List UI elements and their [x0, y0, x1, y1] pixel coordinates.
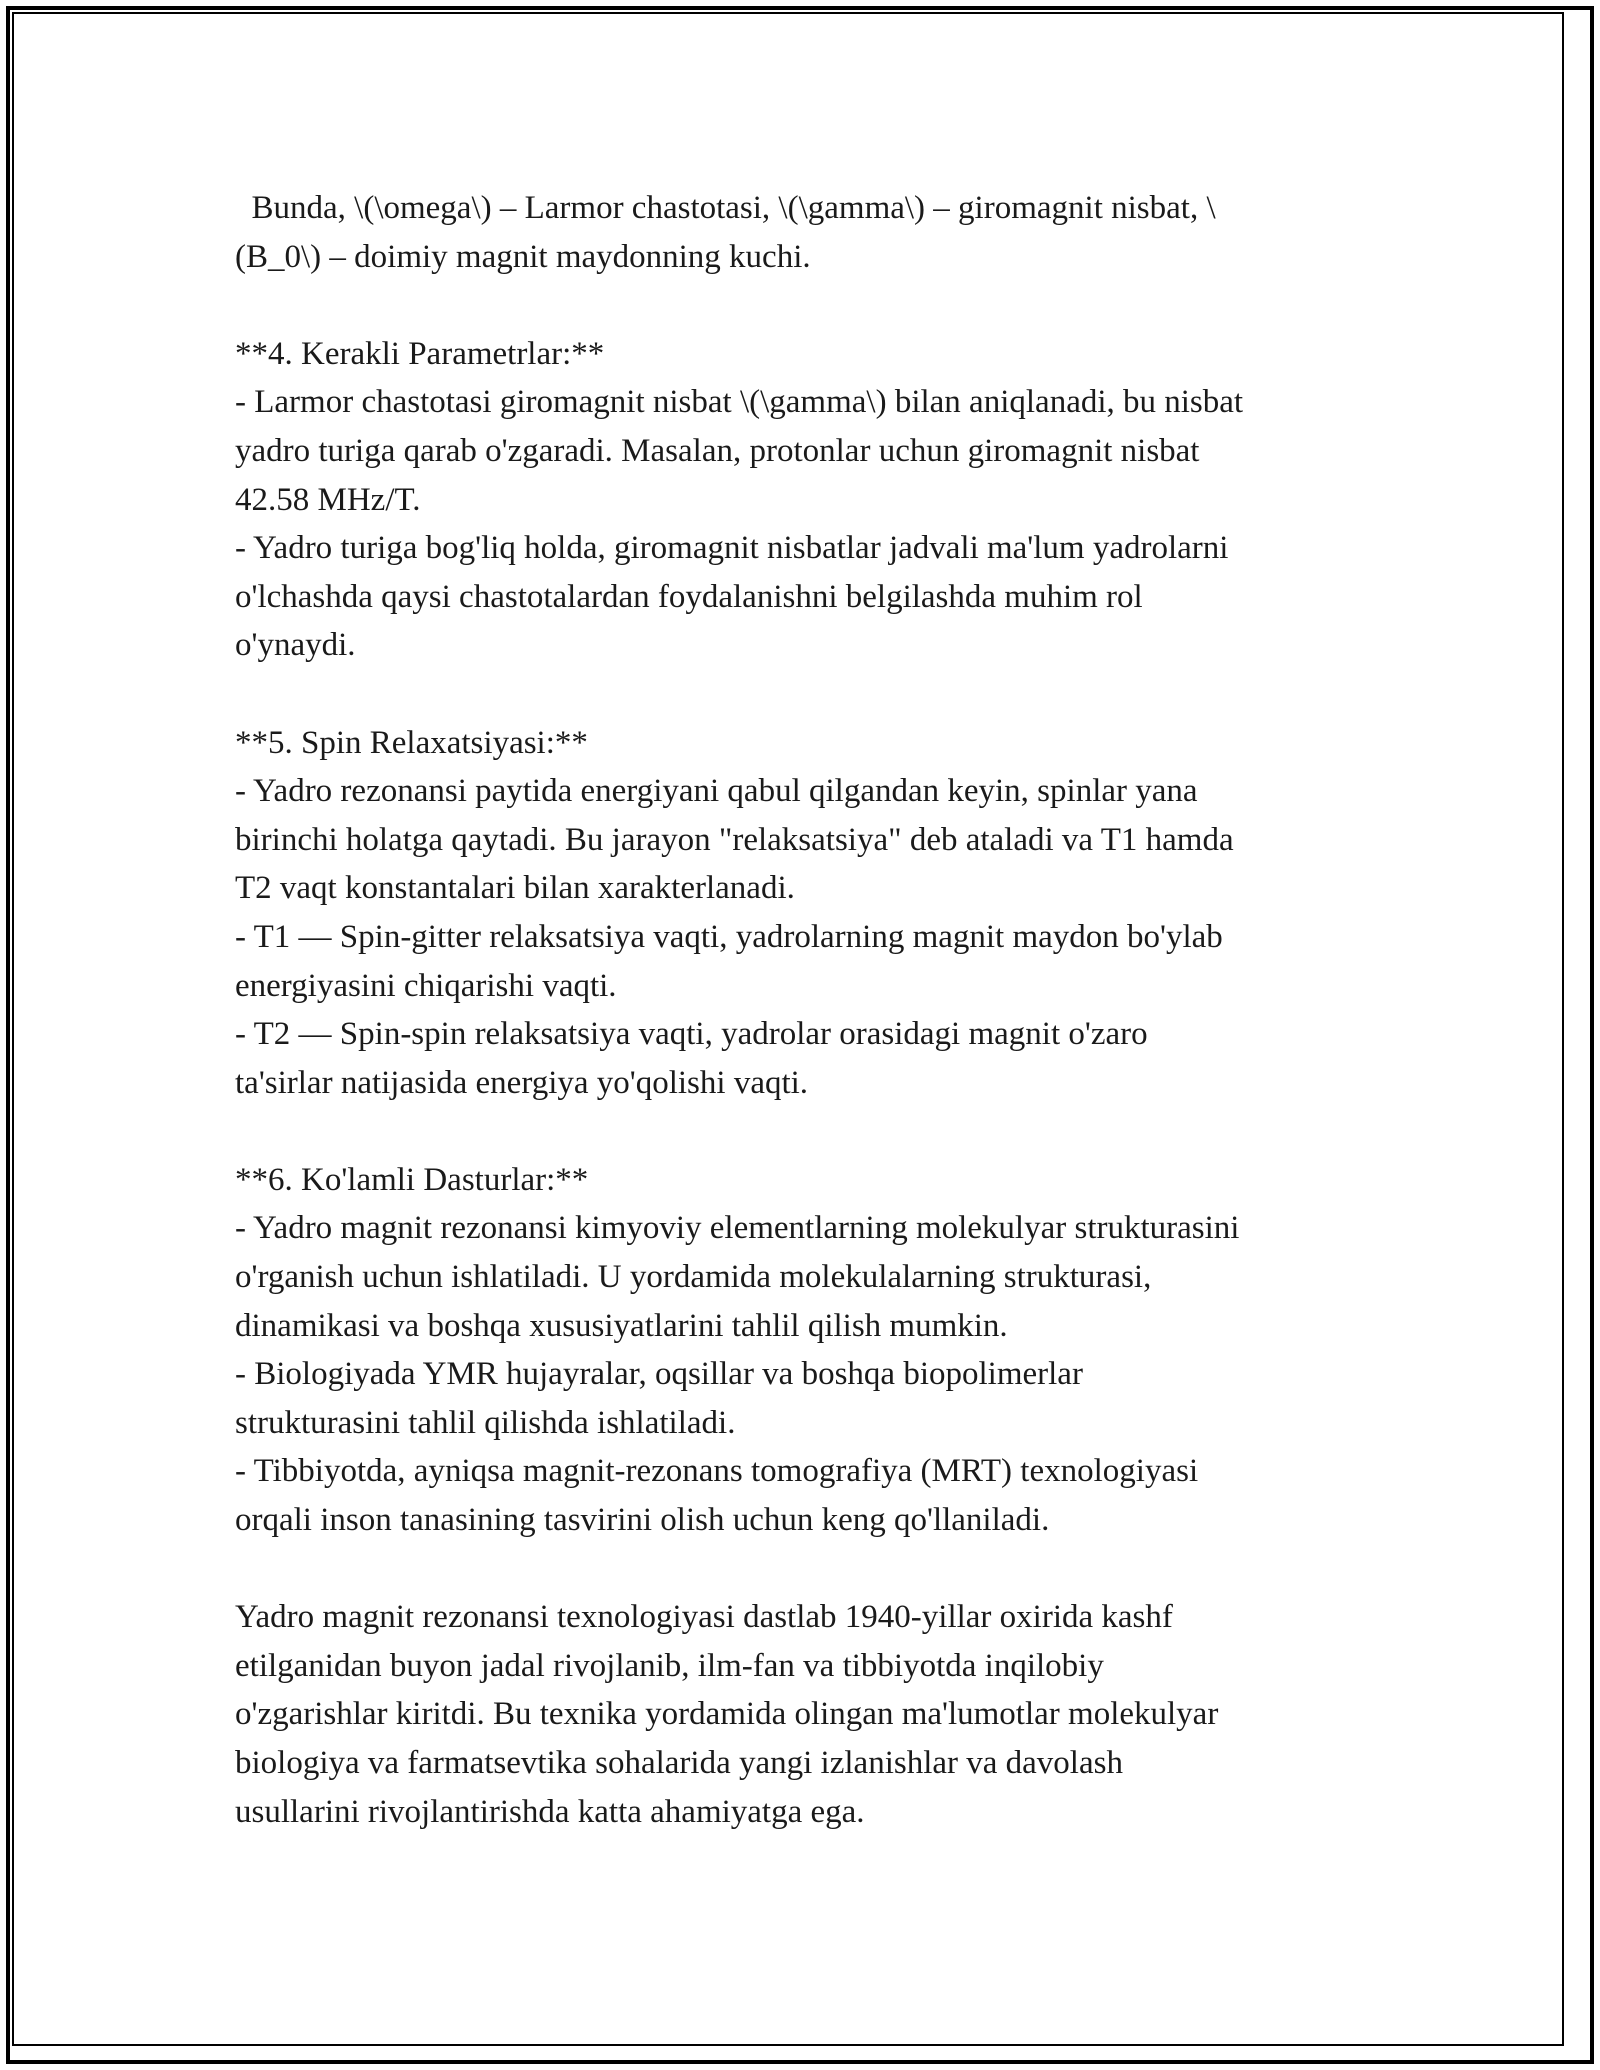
text-line: birinchi holatga qaytadi. Bu jarayon "relaksatsiya" deb ataladi va T1 hamda	[235, 821, 1234, 858]
section-6-kolamli-dasturlar	[235, 1156, 1370, 1545]
text-line: - Tibbiyotda, ayniqsa magnit-rezonans tomografiya (MRT) texnologiyasi	[235, 1453, 1199, 1490]
text-line: energiyasini chiqarishi vaqti.	[235, 967, 617, 1004]
text-line: - Biologiyada YMR hujayralar, oqsillar va boshqa biopolimerlar	[235, 1356, 1083, 1393]
text-line: - T1 — Spin-gitter relaksatsiya vaqti, yadrolarning magnit maydon bo'ylab	[235, 918, 1223, 955]
text-line: etilganidan buyon jadal rivojlanib, ilm-fan va tibbiyotda inqilobiy	[235, 1647, 1104, 1684]
text-line: 42.58 MHz/T.	[235, 481, 421, 518]
document-body	[235, 184, 1370, 1885]
text-line: usullarini rivojlantirishda katta ahamiyatga ega.	[235, 1793, 865, 1830]
text-line: (B_0\) – doimiy magnit maydonning kuchi.	[235, 238, 811, 275]
text-line: orqali inson tanasining tasvirini olish uchun keng qo'llaniladi.	[235, 1502, 1050, 1539]
text-line: o'lchashda qaysi chastotalardan foydalanishni belgilashda muhim rol	[235, 578, 1143, 615]
text-line: - Larmor chastotasi giromagnit nisbat \(\gamma\) bilan aniqlanadi, bu nisbat	[235, 384, 1244, 421]
text-line: - Yadro turiga bog'liq holda, giromagnit nisbatlar jadvali ma'lum yadrolarni	[235, 530, 1229, 567]
text-line: biologiya va farmatsevtika sohalarida yangi izlanishlar va davolash	[235, 1745, 1123, 1781]
section-heading: **6. Ko'lamli Dasturlar:**	[235, 1161, 589, 1198]
conclusion-paragraph	[235, 1593, 1370, 1836]
text-line: o'ynaydi.	[235, 627, 356, 664]
text-line: o'zgarishlar kiritdi. Bu texnika yordamida olingan ma'lumotlar molekulyar	[235, 1696, 1219, 1733]
intro-paragraph	[235, 184, 1370, 281]
text-line: Bunda, \(\omega\) – Larmor chastotasi, \(\gamma\) – giromagnit nisbat, \	[235, 190, 1216, 226]
text-line: - T2 — Spin-spin relaksatsiya vaqti, yadrolar orasidagi magnit o'zaro	[235, 1016, 1148, 1053]
section-4-kerakli-parametrlar	[235, 330, 1370, 670]
section-5-spin-relaxatsiyasi	[235, 719, 1370, 1108]
text-line: - Yadro magnit rezonansi kimyoviy elementlarning molekulyar strukturasini	[235, 1210, 1240, 1247]
text-line: o'rganish uchun ishlatiladi. U yordamida molekulalarning strukturasi,	[235, 1259, 1152, 1296]
text-line: ta'sirlar natijasida energiya yo'qolishi vaqti.	[235, 1064, 809, 1101]
text-line: strukturasini tahlil qilishda ishlatiladi.	[235, 1404, 736, 1441]
text-line: dinamikasi va boshqa xususiyatlarini tahlil qilish mumkin.	[235, 1307, 1008, 1344]
text-line: Yadro magnit rezonansi texnologiyasi dastlab 1940-yillar oxirida kashf	[235, 1599, 1173, 1636]
section-heading: **4. Kerakli Parametrlar:**	[235, 335, 605, 372]
text-line: - Yadro rezonansi paytida energiyani qabul qilgandan keyin, spinlar yana	[235, 773, 1198, 810]
text-line: yadro turiga qarab o'zgaradi. Masalan, protonlar uchun giromagnit nisbat	[235, 432, 1200, 469]
section-heading: **5. Spin Relaxatsiyasi:**	[235, 724, 588, 761]
text-line: T2 vaqt konstantalari bilan xarakterlanadi.	[235, 870, 795, 907]
